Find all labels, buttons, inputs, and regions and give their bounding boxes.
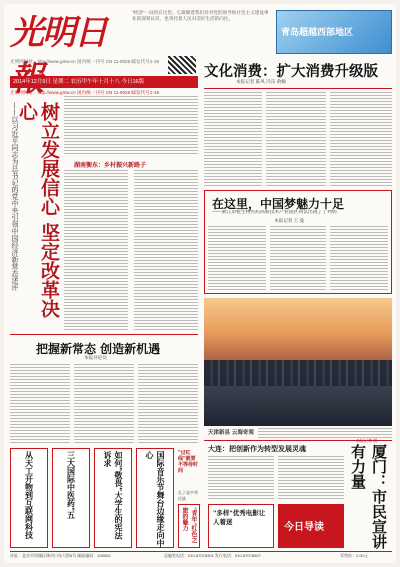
banner-ad[interactable] bbox=[276, 10, 392, 54]
promo-tile-5[interactable] bbox=[178, 504, 200, 548]
edition-line-2: 光明网网址：http://www.gmw.cn 国内统一刊号 CN 11-0026 邮发代号1-16 bbox=[10, 90, 159, 95]
lower-divider bbox=[204, 440, 392, 441]
lower-text-2 bbox=[278, 456, 344, 500]
promo-text-1: 从天工开物到互联网科技 bbox=[24, 451, 34, 539]
left-bottom-headline[interactable]: 把握新常态 创造新机遇 bbox=[36, 342, 161, 356]
left-vertical-block bbox=[10, 102, 60, 332]
feature-byline: 本报记者 王 曼 bbox=[274, 218, 305, 223]
today-guide-label: 今日导读 bbox=[284, 522, 324, 533]
newspaper-page bbox=[4, 4, 396, 563]
footer-price: 零售价：2.00元 bbox=[340, 553, 368, 558]
feature-text-col-2 bbox=[270, 226, 326, 290]
footer-phone: 总编室电话：010-67078301 发行电话：010-67078007 bbox=[164, 553, 261, 558]
left-main-headline[interactable]: 树立发展信心 坚定改革决心 bbox=[16, 102, 60, 318]
right-vertical-block bbox=[350, 444, 392, 558]
top-banner bbox=[132, 10, 272, 54]
feature-subtitle: ——浙江余杭生物医药高新技术产业园区何以出现了丁判明 bbox=[212, 210, 337, 215]
promo-text-2: 三大国际中医药"五 bbox=[66, 451, 76, 520]
today-guide-box[interactable] bbox=[278, 504, 344, 548]
banner-ad-label: 青岛超越西部地区 bbox=[281, 28, 354, 38]
promo-tile-2[interactable] bbox=[52, 448, 90, 548]
lower-headline[interactable]: 大连：把创新作为转型发展灵魂 bbox=[208, 445, 306, 453]
feature-text-col-3 bbox=[330, 226, 388, 290]
lead-text-col-1 bbox=[204, 92, 262, 186]
qr-code-icon bbox=[168, 56, 196, 74]
footer-address: 社址：北京市西城区珠市口东大街5号 邮政编码：100062 bbox=[10, 553, 111, 558]
footer-divider bbox=[10, 551, 392, 552]
feature-headline[interactable]: 在这里，中国梦魅力十足 bbox=[212, 197, 345, 211]
promo-text-4: 国际音乐节舞台边缘走向中心 bbox=[145, 451, 165, 547]
left-bottom-text-2 bbox=[74, 364, 134, 444]
left-subhead[interactable]: 湖南衡东：乡村振兴新路子 bbox=[74, 162, 147, 169]
left-bottom-text-1 bbox=[10, 364, 70, 444]
promo-text-3: 如何"敬畏"大学生的宪法诉求 bbox=[103, 451, 123, 540]
promo-tile-3[interactable] bbox=[94, 448, 132, 548]
lead-text-col-2 bbox=[266, 92, 326, 186]
left-intro-text bbox=[64, 96, 198, 154]
lower-text-1 bbox=[208, 456, 274, 500]
left-text-col-1 bbox=[64, 170, 128, 330]
feature-text-col-1 bbox=[208, 226, 266, 290]
edition-line: 光明网网址：http://www.gmw.cn 国内统一刊号 CN 11-0026 邮发代号1-16 bbox=[10, 59, 159, 64]
lead-byline: 本报记者 陈凤 冯乐 俞楠 bbox=[236, 79, 286, 84]
promo-text-6: "多样"优秀电影让人着迷 bbox=[213, 509, 266, 526]
photo-caption-text bbox=[258, 428, 392, 438]
left-divider bbox=[10, 334, 198, 335]
left-bottom-sub: 本报评论员 bbox=[84, 355, 107, 360]
top-banner-text: "经济"一词用在这里。它凝聚着我们对对党的领导和社会主义建设事业的深刻认识，也寄托着人民对美好生活的向往。 bbox=[132, 10, 269, 21]
right-vertical-headline[interactable]: 厦门：市民宣讲有力量 bbox=[349, 444, 388, 549]
bottom-left-note: 孔子是中华民族 bbox=[178, 490, 198, 501]
date-line: 2014年12月9日 星期二 农历甲午年十月十八 今日16版 bbox=[10, 76, 198, 88]
promo-tile-4[interactable] bbox=[136, 448, 174, 548]
city-photo[interactable] bbox=[204, 298, 392, 426]
photo-foreground bbox=[204, 386, 392, 426]
masthead-title: 光明日 bbox=[10, 13, 106, 53]
photo-caption: 天津新县 云海奇观 bbox=[208, 430, 254, 436]
lead-text-col-3 bbox=[330, 92, 392, 186]
promo-tile-1[interactable] bbox=[10, 448, 48, 548]
left-subtitle: ——以习近平同志为总书记的党中央引领中国经济新常态述评 bbox=[11, 102, 19, 291]
promo-text-5: "青年"红色之旅的魅力 bbox=[181, 507, 197, 544]
lead-headline[interactable]: 文化消费：扩大消费升级版 bbox=[204, 64, 378, 80]
left-text-col-2 bbox=[134, 170, 198, 330]
left-bottom-text-3 bbox=[138, 364, 198, 444]
photo-skyline bbox=[204, 360, 392, 386]
bottom-left-headline[interactable]: "过红线"就要不等待时间 bbox=[178, 450, 199, 474]
lead-divider bbox=[204, 88, 392, 89]
promo-tile-6[interactable] bbox=[208, 504, 274, 548]
